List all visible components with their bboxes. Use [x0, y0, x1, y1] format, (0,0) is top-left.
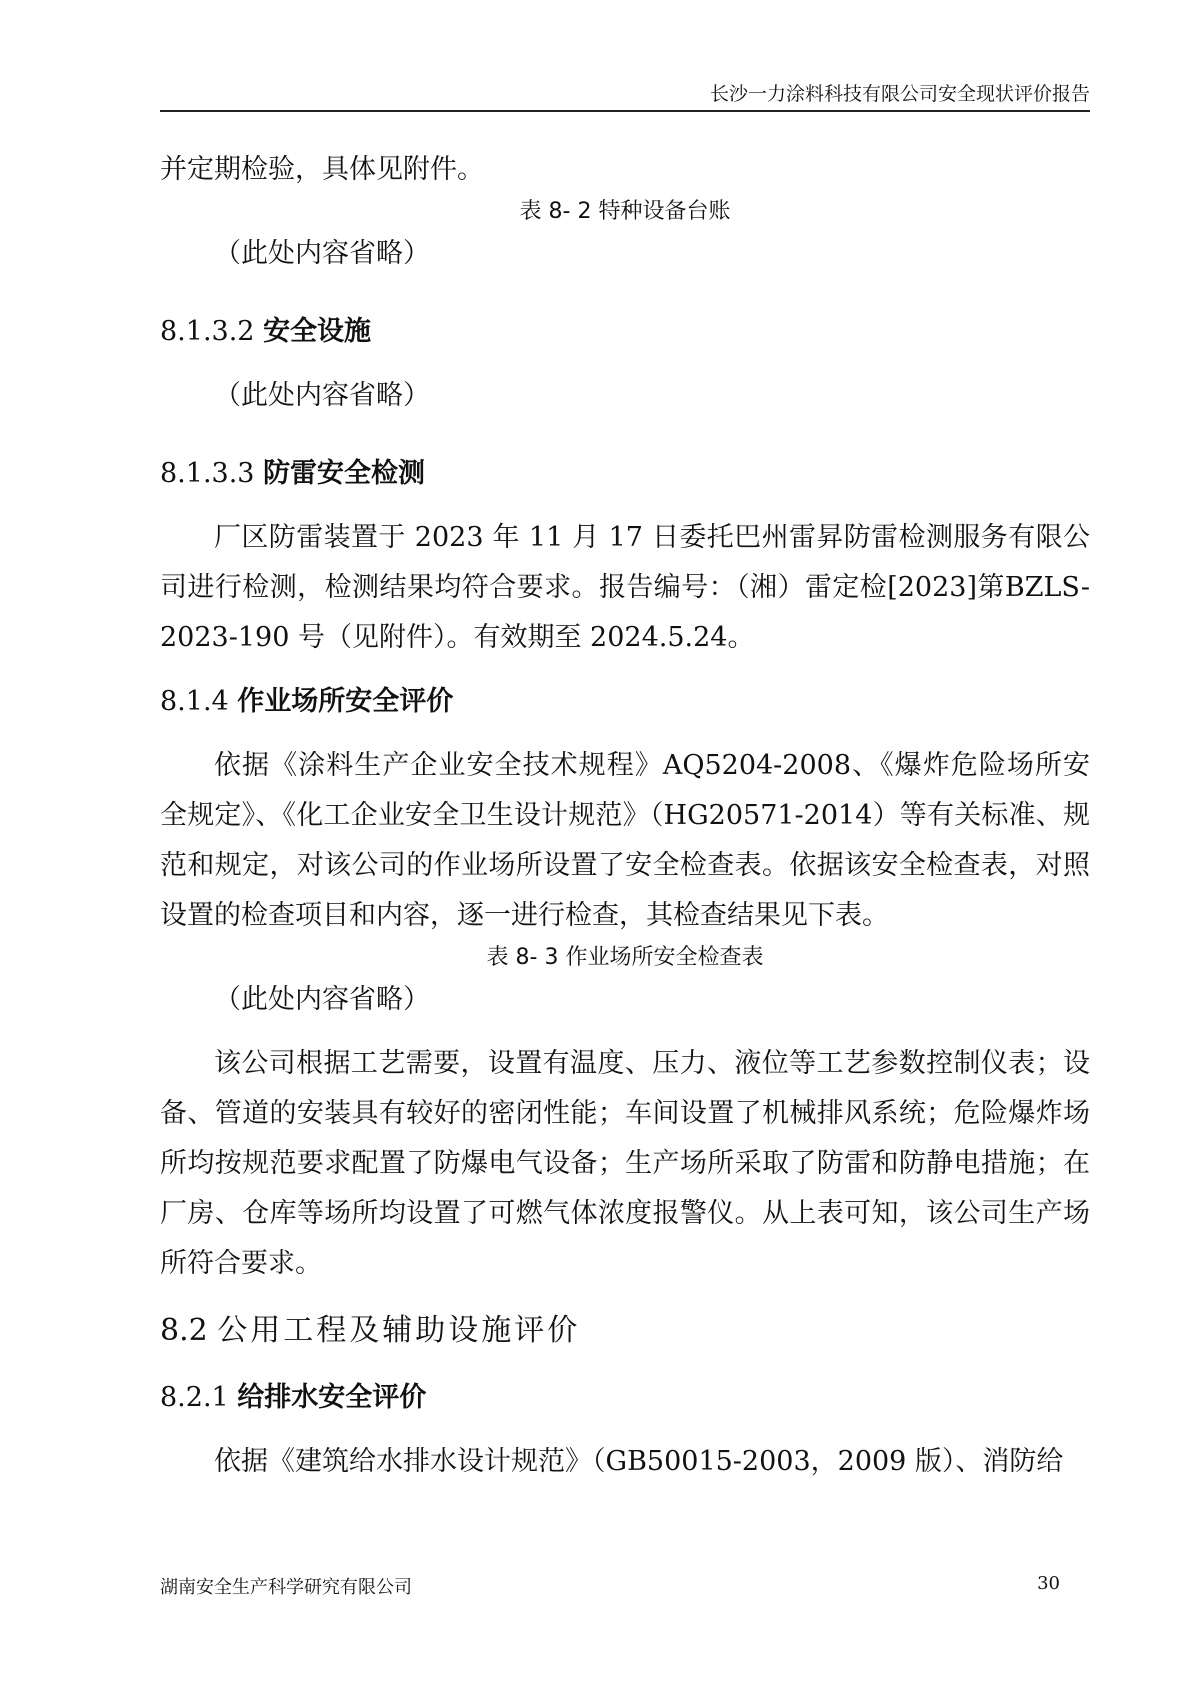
omitted-note: （此处内容省略） [214, 984, 430, 1015]
table-caption-8-3: 表 8- 3 作业场所安全检查表 [486, 945, 764, 970]
page-number: 30 [1037, 1573, 1060, 1594]
heading-number: 8.2.1 [160, 1382, 229, 1413]
page-footer [160, 1573, 1090, 1603]
heading-title: 公用工程及辅助设施评价 [217, 1313, 581, 1348]
header-title: 长沙一力涂料科技有限公司安全现状评价报告 [709, 83, 1090, 105]
paragraph-workplace-evaluation: 依据《涂料生产企业安全技术规程》AQ5204-2008、《爆炸危险场所安全规定》、《化工企业安全卫生设计规范》（HG20571-2014）等有关标准、规范和规定，对该公司的作业场所设置了安全检查表。依据该安全检查表，对照设置的检查项目和内容，逐一进行检查，其检查结果见下表。 [160, 750, 1090, 931]
omitted-note: （此处内容省略） [214, 238, 430, 269]
paragraph-lightning-detection: 厂区防雷装置于 2023 年 11 月 17 日委托巴州雷昇防雷检测服务有限公司进行检测，检测结果均符合要求。报告编号：（湘）雷定检[2023]第BZLS-2023-190 号（见附件）。有效期至 2024.5.24。 [160, 522, 1090, 653]
table-caption-8-2: 表 8- 2 特种设备台账 [519, 199, 731, 224]
heading-title: 安全设施 [263, 316, 372, 347]
heading-number: 8.2 [160, 1313, 208, 1348]
heading-8-1-4 [160, 677, 1090, 727]
document-body [160, 145, 1090, 1487]
footer-organization: 湖南安全生产科学研究有限公司 [160, 1577, 412, 1598]
heading-title: 给排水安全评价 [237, 1382, 427, 1413]
heading-title: 作业场所安全评价 [237, 686, 454, 717]
omitted-note: （此处内容省略） [214, 380, 430, 411]
heading-number: 8.1.3.2 [160, 316, 255, 347]
heading-8-1-3-2 [160, 307, 1090, 357]
heading-8-2 [160, 1303, 1090, 1359]
paragraph-water-supply: 依据《建筑给水排水设计规范》（GB50015-2003，2009 版）、消防给 [214, 1446, 1064, 1477]
paragraph-workplace-summary: 该公司根据工艺需要，设置有温度、压力、液位等工艺参数控制仪表；设备、管道的安装具有较好的密闭性能；车间设置了机械排风系统；危险爆炸场所均按规范要求配置了防爆电气设备；生产场所采取了防雷和防静电措施；在厂房、仓库等场所均设置了可燃气体浓度报警仪。从上表可知，该公司生产场所符合要求。 [160, 1048, 1090, 1279]
heading-8-1-3-3 [160, 449, 1090, 499]
heading-8-2-1 [160, 1373, 1090, 1423]
heading-title: 防雷安全检测 [263, 458, 426, 489]
heading-number: 8.1.4 [160, 686, 229, 717]
paragraph-continuation: 并定期检验，具体见附件。 [160, 154, 484, 185]
heading-number: 8.1.3.3 [160, 458, 255, 489]
page-header [160, 82, 1090, 112]
